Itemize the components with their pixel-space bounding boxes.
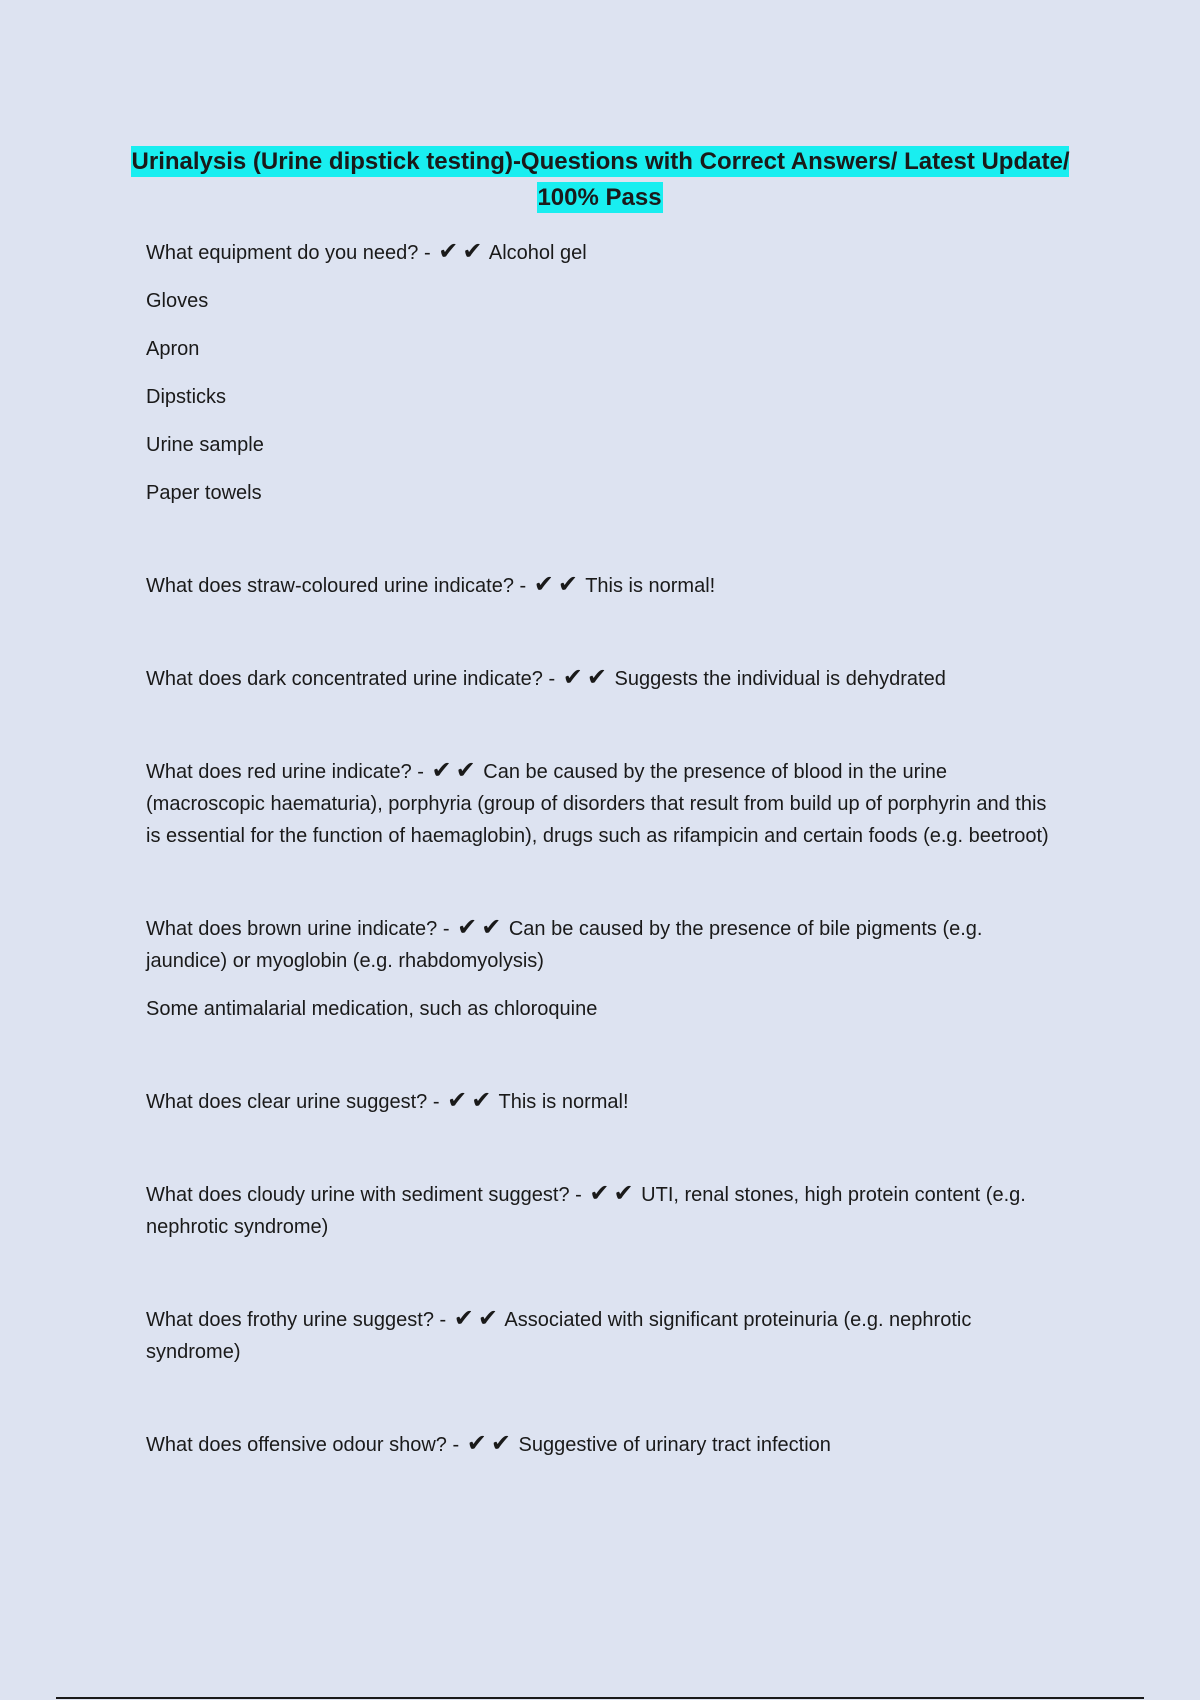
- title-highlight: Urinalysis (Urine dipstick testing)-Questions with Correct Answers/ Latest Update/ 100% Pass: [131, 148, 1070, 211]
- check-icon: ✔: [455, 757, 476, 784]
- qa-item-brown: What does brown urine indicate? - ✔ ✔ Can be caused by the presence of bile pigments (e.g. jaundice) or myoglobin (e.g. rhabdomyolysis): [146, 914, 983, 972]
- answer-text: UTI, renal stones, high protein content (e.g. nephrotic syndrome): [146, 1184, 1026, 1238]
- check-icon: ✔: [490, 1430, 511, 1457]
- check-icon: ✔: [438, 238, 459, 265]
- document-title: [130, 144, 1070, 216]
- check-icon: ✔: [562, 664, 583, 691]
- qa-item-odour: What does offensive odour show? - ✔ ✔ Suggestive of urinary tract infection: [146, 1428, 1066, 1461]
- question-text: What does frothy urine suggest?: [146, 1309, 434, 1331]
- question-text: What does offensive odour show?: [146, 1434, 447, 1456]
- qa-item-cloudy: What does cloudy urine with sediment suggest? - ✔ ✔ UTI, renal stones, high protein content (e.g. nephrotic syndrome): [146, 1180, 1026, 1238]
- question-text: What does brown urine indicate?: [146, 918, 438, 940]
- check-icon: ✔: [466, 1430, 487, 1457]
- question-text: What does straw-coloured urine indicate?: [146, 575, 514, 597]
- qa-item-dark: What does dark concentrated urine indicate? - ✔ ✔ Suggests the individual is dehydrated: [146, 662, 1066, 695]
- qa-item-frothy: What does frothy urine suggest? - ✔ ✔ Associated with significant proteinuria (e.g. nephrotic syndrome): [146, 1305, 972, 1363]
- check-icon: ✔: [589, 1180, 610, 1207]
- check-icon: ✔: [453, 1305, 474, 1332]
- list-item: Dipsticks: [146, 386, 227, 408]
- answer-text: Alcohol gel: [488, 242, 587, 264]
- footer-divider: [56, 1697, 1144, 1699]
- answer-text: Suggestive of urinary tract infection: [518, 1434, 831, 1456]
- answer-text: This is normal!: [585, 575, 716, 597]
- question-text: What equipment do you need?: [146, 242, 419, 264]
- answer-continuation: Some antimalarial medication, such as chloroquine: [146, 998, 598, 1020]
- qa-item-clear: What does clear urine suggest? - ✔ ✔ This is normal!: [146, 1085, 1066, 1118]
- list-item: Paper towels: [146, 482, 262, 504]
- check-icon: ✔: [431, 757, 452, 784]
- question-text: What does dark concentrated urine indicate?: [146, 668, 543, 690]
- check-icon: ✔: [462, 238, 483, 265]
- question-text: What does red urine indicate?: [146, 761, 412, 783]
- qa-item-equipment: What equipment do you need? - ✔ ✔ Alcohol gel: [146, 236, 1066, 269]
- answer-text: Can be caused by the presence of blood in the urine (macroscopic haematuria), porphyria (group of disorders that result from build up of porphyrin and this is essential for the function of haemaglobin), drugs such as rifampicin and certain foods (e.g. beetroot): [146, 761, 1049, 847]
- check-icon: ✔: [447, 1087, 468, 1114]
- check-icon: ✔: [557, 571, 578, 598]
- check-icon: ✔: [471, 1087, 492, 1114]
- question-text: What does clear urine suggest?: [146, 1091, 428, 1113]
- qa-item-red: What does red urine indicate? - ✔ ✔ Can be caused by the presence of blood in the urine (macroscopic haematuria), porphyria (group of disorders that result from build up of porphyrin and this is essential for the function of haemaglobin), drugs such as rifampicin and certain foods (e.g. beetroot): [146, 757, 1049, 847]
- check-icon: ✔: [477, 1305, 498, 1332]
- answer-text: Can be caused by the presence of bile pigments (e.g. jaundice) or myoglobin (e.g. rhabdomyolysis): [146, 918, 983, 972]
- check-icon: ✔: [481, 914, 502, 941]
- list-item: Apron: [146, 338, 200, 360]
- answer-text: Suggests the individual is dehydrated: [614, 668, 946, 690]
- check-icon: ✔: [586, 664, 607, 691]
- qa-item-straw: What does straw-coloured urine indicate? - ✔ ✔ This is normal!: [146, 569, 1066, 602]
- question-text: What does cloudy urine with sediment suggest?: [146, 1184, 570, 1206]
- list-item: Urine sample: [146, 434, 264, 456]
- check-icon: ✔: [533, 571, 554, 598]
- list-item: Gloves: [146, 290, 209, 312]
- qa-content: [146, 236, 1066, 1461]
- check-icon: ✔: [457, 914, 478, 941]
- answer-text: Associated with significant proteinuria (e.g. nephrotic syndrome): [146, 1309, 972, 1363]
- check-icon: ✔: [613, 1180, 634, 1207]
- answer-text: This is normal!: [498, 1091, 629, 1113]
